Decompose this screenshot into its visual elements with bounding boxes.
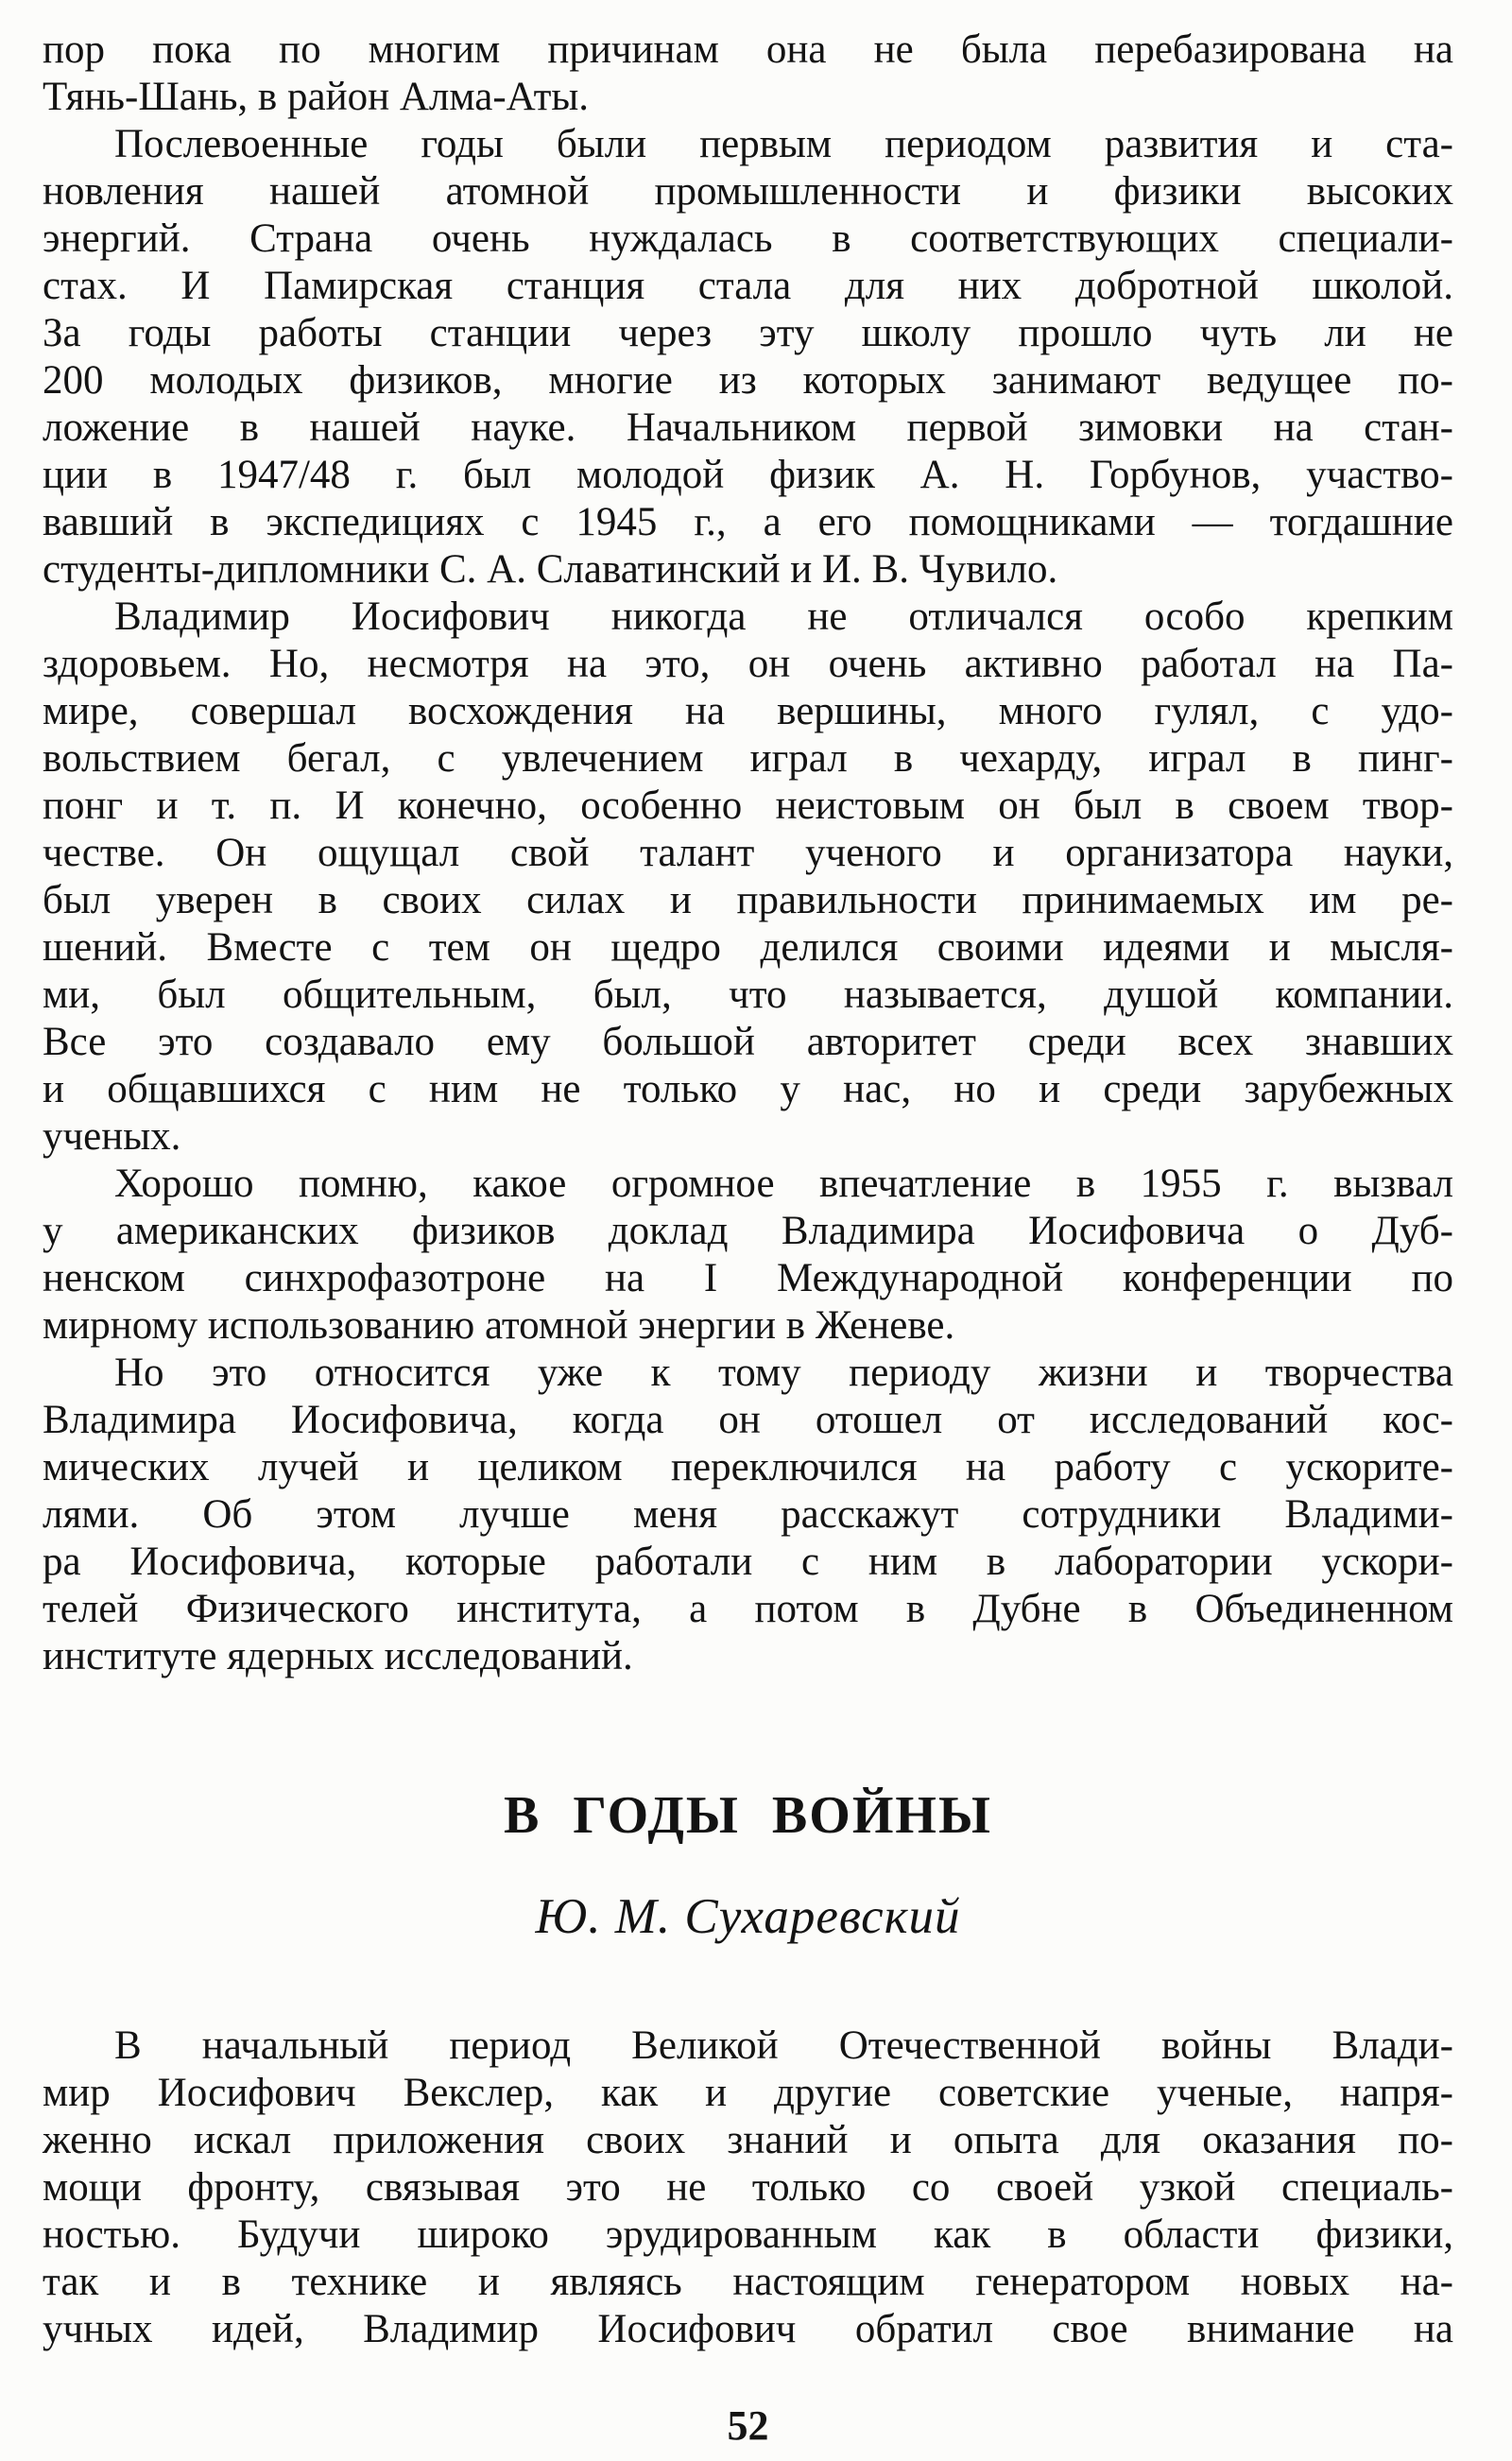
closing-text-block	[43, 2022, 1453, 2353]
text-line: Тянь-Шань, в район Алма-Аты.	[43, 75, 590, 119]
text-line: ученых.	[43, 1114, 181, 1159]
text-line: Хорошо помню, какое огромное впечатление в 1955 г. вызвал	[114, 1162, 1453, 1206]
text-line: пор пока по многим причинам она не была перебазирована на	[43, 27, 1453, 72]
paragraph	[43, 121, 1453, 594]
text-line: здоровьем. Но, несмотря на это, он очень активно работал на Па-	[43, 642, 1453, 686]
text-line: учных идей, Владимир Иосифович обратил свое внимание на	[43, 2307, 1453, 2351]
text-line: так и в технике и являясь настоящим генератором новых на-	[43, 2260, 1453, 2304]
text-line: ции в 1947/48 г. был молодой физик А. Н. Горбунов, участво-	[43, 453, 1453, 497]
text-line: Владимир Иосифович никогда не отличался особо крепким	[114, 594, 1453, 639]
body-text-block	[43, 26, 1453, 1680]
text-line: В начальный период Великой Отечественной войны Влади-	[114, 2023, 1453, 2068]
text-line: студенты-дипломники С. А. Славатинский и И. В. Чувило.	[43, 547, 1058, 592]
section-heading: В ГОДЫ ВОЙНЫ	[504, 1786, 992, 1845]
text-line: понг и т. п. И конечно, особенно неистовым он был в своем твор-	[43, 783, 1453, 828]
text-line: энергий. Страна очень нуждалась в соответствующих специали-	[43, 216, 1453, 261]
paragraph	[43, 1161, 1453, 1350]
text-line: ненском синхрофазотроне на I Международной конференции по	[43, 1256, 1453, 1300]
text-line: ра Иосифовича, которые работали с ним в лаборатории ускори-	[43, 1540, 1453, 1584]
text-line: Послевоенные годы были первым периодом развития и ста-	[114, 122, 1453, 166]
text-line: был уверен в своих силах и правильности принимаемых им ре-	[43, 878, 1453, 922]
text-line: стах. И Памирская станция стала для них добротной школой.	[43, 264, 1453, 308]
text-line: мире, совершал восхождения на вершины, много гулял, с удо-	[43, 689, 1453, 733]
text-line: новления нашей атомной промышленности и физики высоких	[43, 169, 1453, 214]
section-author: Ю. М. Сухаревский	[535, 1889, 961, 1944]
text-line: мир Иосифович Векслер, как и другие советские ученые, напря-	[43, 2071, 1453, 2115]
text-line: лями. Об этом лучше меня расскажут сотрудники Владими-	[43, 1492, 1453, 1537]
text-line: ложение в нашей науке. Начальником первой зимовки на стан-	[43, 405, 1453, 450]
text-line: телей Физического института, а потом в Дубне в Объединенном	[43, 1587, 1453, 1631]
text-line: 200 молодых физиков, многие из которых занимают ведущее по-	[43, 358, 1453, 403]
text-line: вольствием бегал, с увлечением играл в чехарду, играл в пинг-	[43, 736, 1453, 781]
text-line: честве. Он ощущал свой талант ученого и организатора науки,	[43, 831, 1453, 875]
paragraph	[43, 2022, 1453, 2353]
text-line: За годы работы станции через эту школу прошло чуть ли не	[43, 311, 1453, 355]
text-line: Все это создавало ему большой авторитет среди всех знавших	[43, 1020, 1453, 1064]
text-line: и общавшихся с ним не только у нас, но и среди зарубежных	[43, 1067, 1453, 1111]
text-line: мирному использованию атомной энергии в Женеве.	[43, 1303, 955, 1348]
page-number: 52	[727, 2402, 769, 2449]
text-line: женно искал приложения своих знаний и опыта для оказания по-	[43, 2118, 1453, 2162]
text-line: мических лучей и целиком переключился на работу с ускорите-	[43, 1445, 1453, 1489]
text-line: ностью. Будучи широко эрудированным как в области физики,	[43, 2212, 1453, 2257]
text-line: шений. Вместе с тем он щедро делился своими идеями и мысля-	[43, 925, 1453, 970]
paragraph	[43, 26, 1453, 121]
text-line: вавший в экспедициях с 1945 г., а его помощниками — тогдашние	[43, 500, 1453, 544]
paragraph	[43, 1350, 1453, 1680]
text-line: Владимира Иосифовича, когда он отошел от исследований кос-	[43, 1398, 1453, 1442]
text-line: у американских физиков доклад Владимира Иосифовича о Дуб-	[43, 1209, 1453, 1253]
paragraph	[43, 594, 1453, 1161]
text-line: Но это относится уже к тому периоду жизни и творчества	[114, 1351, 1453, 1395]
text-line: институте ядерных исследований.	[43, 1634, 633, 1678]
text-line: мощи фронту, связывая это не только со своей узкой специаль-	[43, 2165, 1453, 2210]
text-line: ми, был общительным, был, что называется, душой компании.	[43, 972, 1453, 1017]
